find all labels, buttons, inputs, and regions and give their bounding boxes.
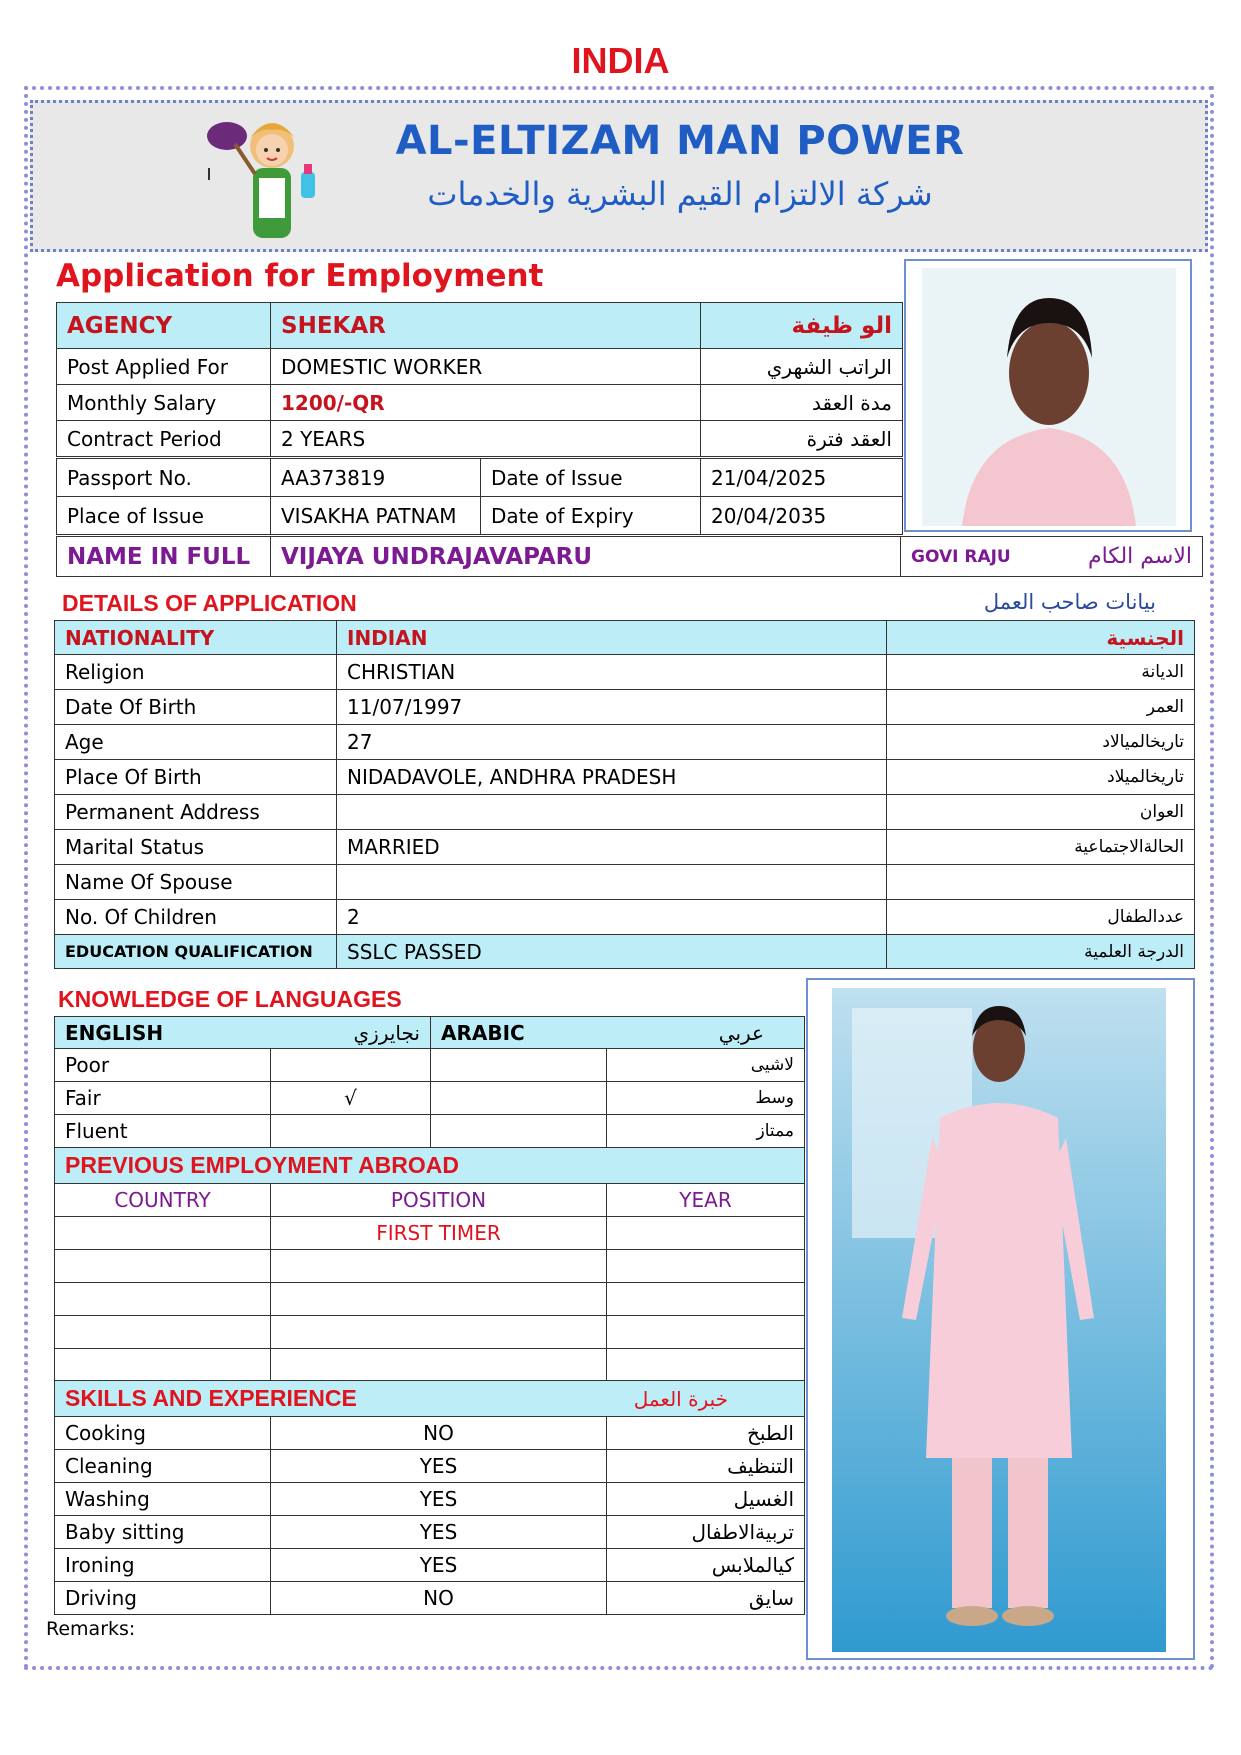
- detail-label-ar: العوان: [887, 795, 1195, 830]
- empty-cell: [271, 1283, 607, 1316]
- language-level-ar: لاشيى: [607, 1049, 805, 1082]
- detail-value: [337, 865, 887, 900]
- empty-cell: [271, 1316, 607, 1349]
- skills-table: [54, 1380, 805, 1615]
- agency-label: AGENCY: [57, 303, 271, 349]
- country-heading: INDIA: [571, 40, 670, 81]
- passport-no-label: Passport No.: [57, 459, 271, 497]
- previous-position: FIRST TIMER: [271, 1217, 607, 1250]
- name-label: NAME IN FULL: [57, 537, 271, 577]
- detail-label-ar: الحالةالاجتماعية: [887, 830, 1195, 865]
- education-label: EDUCATION QUALIFICATION: [55, 935, 337, 969]
- contract-label: Contract Period: [57, 421, 271, 457]
- skill-value: YES: [271, 1483, 607, 1516]
- previous-country-header: COUNTRY: [55, 1184, 271, 1217]
- contract-value: 2 YEARS: [271, 421, 701, 457]
- full-photo-frame: [806, 978, 1195, 1660]
- passport-table: [56, 458, 903, 535]
- post-label-ar: الراتب الشهري: [701, 349, 903, 385]
- remarks-label: Remarks:: [46, 1618, 136, 1640]
- skill-value: NO: [271, 1582, 607, 1615]
- maid-logo-icon: [205, 108, 340, 250]
- detail-label-ar: الديانة: [887, 655, 1195, 690]
- empty-cell: [607, 1316, 805, 1349]
- empty-cell: [607, 1250, 805, 1283]
- details-title: DETAILS OF APPLICATION: [62, 590, 357, 616]
- detail-label: Age: [55, 725, 337, 760]
- skills-title: SKILLS AND EXPERIENCE: [55, 1381, 607, 1417]
- expiry-date-value: 20/04/2035: [701, 497, 903, 535]
- empty-cell: [55, 1283, 271, 1316]
- issue-date-value: 21/04/2025: [701, 459, 903, 497]
- skill-value: YES: [271, 1549, 607, 1582]
- detail-value: [337, 795, 887, 830]
- skill-label: Ironing: [55, 1549, 271, 1582]
- detail-label: Place Of Birth: [55, 760, 337, 795]
- skill-label-ar: تربيةالاطفال: [607, 1516, 805, 1549]
- name-label-ar: الاسم الكام: [1031, 537, 1203, 577]
- detail-value: 27: [337, 725, 887, 760]
- issue-date-label: Date of Issue: [481, 459, 701, 497]
- agency-label-ar: الو ظيفة: [701, 303, 903, 349]
- detail-label: Marital Status: [55, 830, 337, 865]
- name-extra: GOVI RAJU: [901, 537, 1031, 577]
- skill-label-ar: التنظيف: [607, 1450, 805, 1483]
- contract-label-ar: العقد فترة: [701, 421, 903, 457]
- skill-label-ar: الطبخ: [607, 1417, 805, 1450]
- skill-value: NO: [271, 1417, 607, 1450]
- company-name-en: AL-ELTIZAM MAN POWER: [395, 118, 965, 164]
- languages-table: [54, 1016, 805, 1148]
- detail-value: CHRISTIAN: [337, 655, 887, 690]
- detail-label: Permanent Address: [55, 795, 337, 830]
- language-level: Poor: [55, 1049, 271, 1082]
- passport-photo: [922, 268, 1176, 526]
- empty-cell: [271, 1250, 607, 1283]
- job-table: [56, 302, 903, 457]
- expiry-date-label: Date of Expiry: [481, 497, 701, 535]
- post-value: DOMESTIC WORKER: [271, 349, 701, 385]
- detail-label: No. Of Children: [55, 900, 337, 935]
- detail-value: MARRIED: [337, 830, 887, 865]
- detail-label: Name Of Spouse: [55, 865, 337, 900]
- empty-cell: [271, 1349, 607, 1382]
- skill-label: Driving: [55, 1582, 271, 1615]
- skill-label: Cleaning: [55, 1450, 271, 1483]
- passport-photo-frame: [904, 259, 1192, 532]
- skill-label-ar: الغسيل: [607, 1483, 805, 1516]
- nationality-value: INDIAN: [337, 621, 887, 655]
- nationality-label: NATIONALITY: [55, 621, 337, 655]
- detail-label-ar: تاريخالميلاد: [887, 760, 1195, 795]
- salary-label: Monthly Salary: [57, 385, 271, 421]
- skill-value: YES: [271, 1516, 607, 1549]
- previous-title: PREVIOUS EMPLOYMENT ABROAD: [55, 1148, 805, 1184]
- skill-label-ar: سايق: [607, 1582, 805, 1615]
- application-title: Application for Employment: [56, 258, 544, 294]
- arabic-level-mark: [431, 1082, 607, 1115]
- skill-label: Cooking: [55, 1417, 271, 1450]
- details-title-ar: بيانات صاحب العمل: [983, 590, 1156, 614]
- empty-cell: [55, 1250, 271, 1283]
- previous-country: [55, 1217, 271, 1250]
- empty-cell: [607, 1349, 805, 1382]
- agency-value: SHEKAR: [271, 303, 701, 349]
- detail-value: 11/07/1997: [337, 690, 887, 725]
- company-name-ar: شركة الالتزام القيم البشرية والخدمات: [427, 175, 933, 213]
- detail-value: NIDADAVOLE, ANDHRA PRADESH: [337, 760, 887, 795]
- detail-label-ar: العمر: [887, 690, 1195, 725]
- detail-label: Date Of Birth: [55, 690, 337, 725]
- english-header: ENGLISH: [55, 1017, 271, 1049]
- english-level-mark: [271, 1049, 431, 1082]
- education-value: SSLC PASSED: [337, 935, 887, 969]
- detail-label-ar: [887, 865, 1195, 900]
- previous-year-header: YEAR: [607, 1184, 805, 1217]
- arabic-level-mark: [431, 1049, 607, 1082]
- english-level-mark: [271, 1115, 431, 1148]
- education-label-ar: الدرجة العلمية: [887, 935, 1195, 969]
- salary-label-ar: مدة العقد: [701, 385, 903, 421]
- previous-year: [607, 1217, 805, 1250]
- place-issue-value: VISAKHA PATNAM: [271, 497, 481, 535]
- empty-cell: [55, 1349, 271, 1382]
- english-header-ar: نجايرزي: [271, 1017, 431, 1049]
- arabic-header: ARABIC: [431, 1017, 607, 1049]
- empty-cell: [55, 1316, 271, 1349]
- arabic-level-mark: [431, 1115, 607, 1148]
- salary-value: 1200/-QR: [271, 385, 701, 421]
- nationality-label-ar: الجنسية: [887, 621, 1195, 655]
- detail-label: Religion: [55, 655, 337, 690]
- skills-title-ar: خبرة العمل: [607, 1381, 805, 1417]
- language-level-ar: وسط: [607, 1082, 805, 1115]
- name-table: [56, 536, 1203, 577]
- detail-label-ar: تاريخالميالاد: [887, 725, 1195, 760]
- passport-no-value: AA373819: [271, 459, 481, 497]
- previous-employment-table: [54, 1147, 805, 1382]
- english-level-mark: √: [271, 1082, 431, 1115]
- detail-value: 2: [337, 900, 887, 935]
- language-level-ar: ممتاز: [607, 1115, 805, 1148]
- post-label: Post Applied For: [57, 349, 271, 385]
- name-value: VIJAYA UNDRAJAVAPARU: [271, 537, 901, 577]
- detail-label-ar: عددالطفال: [887, 900, 1195, 935]
- full-body-photo: [832, 988, 1166, 1652]
- skill-label: Washing: [55, 1483, 271, 1516]
- arabic-header-ar: عربي: [607, 1017, 805, 1049]
- languages-title: KNOWLEDGE OF LANGUAGES: [58, 986, 402, 1012]
- skill-label-ar: كيالملابس: [607, 1549, 805, 1582]
- skill-value: YES: [271, 1450, 607, 1483]
- language-level: Fair: [55, 1082, 271, 1115]
- skill-label: Baby sitting: [55, 1516, 271, 1549]
- previous-position-header: POSITION: [271, 1184, 607, 1217]
- place-issue-label: Place of Issue: [57, 497, 271, 535]
- empty-cell: [607, 1283, 805, 1316]
- details-table: [54, 620, 1195, 969]
- language-level: Fluent: [55, 1115, 271, 1148]
